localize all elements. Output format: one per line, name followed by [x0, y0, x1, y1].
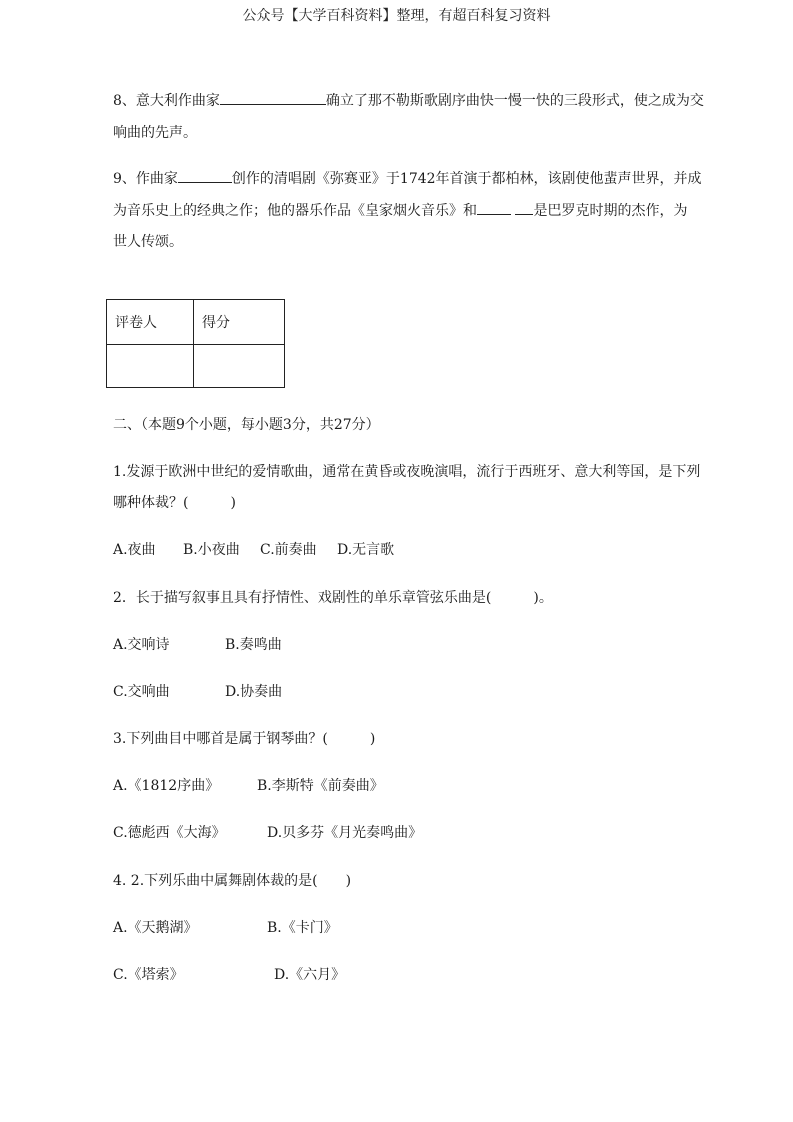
question-8-blank[interactable]	[220, 90, 326, 105]
question-2-line-1: 2．长于描写叙事且具有抒情性、戏剧性的单乐章管弦乐曲是( )。	[113, 590, 553, 606]
question-9-prefix: 9、作曲家	[113, 171, 178, 187]
question-1-line-1: 1.发源于欧洲中世纪的爱情歌曲，通常在黄昏或夜晚演唱，流行于西班牙、意大利等国，是下列	[113, 464, 701, 480]
question-9-line-2	[113, 200, 687, 220]
question-3-option-b[interactable]: B.李斯特《前奏曲》	[257, 778, 384, 794]
question-9-line-2-suffix: 是巴罗克时期的杰作，为	[533, 203, 688, 219]
question-9-line-3: 世人传颂。	[113, 234, 183, 250]
question-9-blank-composer[interactable]	[178, 168, 232, 183]
reviewer-cell[interactable]	[107, 345, 194, 388]
question-3-option-a[interactable]: A.《1812序曲》	[113, 778, 220, 794]
question-3-line-1: 3.下列曲目中哪首是属于钢琴曲？( )	[113, 731, 376, 747]
question-8-line-1	[113, 90, 704, 110]
question-2-option-a[interactable]: A.交响诗	[113, 637, 170, 653]
question-1-option-a[interactable]: A.夜曲	[113, 542, 156, 558]
question-9-blank-work-a[interactable]	[477, 200, 511, 215]
question-1-option-d[interactable]: D.无言歌	[337, 542, 395, 558]
score-cell[interactable]	[194, 345, 285, 388]
question-9-blank-work-b[interactable]	[515, 200, 533, 215]
question-1-option-b[interactable]: B.小夜曲	[183, 542, 240, 558]
question-4-option-a[interactable]: A.《天鹅湖》	[113, 920, 198, 936]
question-9-line-1	[113, 168, 702, 188]
question-1-option-c[interactable]: C.前奏曲	[260, 542, 317, 558]
question-3-option-c[interactable]: C.德彪西《大海》	[113, 825, 226, 841]
question-4-option-b[interactable]: B.《卡门》	[267, 920, 338, 936]
score-table	[106, 299, 285, 388]
question-2-option-c[interactable]: C.交响曲	[113, 684, 170, 700]
section-2-title: 二、（本题9个小题，每小题3分，共27分）	[113, 417, 380, 433]
question-9-suffix: 创作的清唱剧《弥赛亚》于1742年首演于都柏林，该剧使他蜚声世界，并成	[231, 171, 702, 187]
question-2-option-b[interactable]: B.奏鸣曲	[225, 637, 282, 653]
question-3-option-d[interactable]: D.贝多芬《月光奏鸣曲》	[267, 825, 423, 841]
question-8-suffix: 确立了那不勒斯歌剧序曲快一慢一快的三段形式，使之成为交	[325, 93, 704, 109]
page-header: 公众号【大学百科资料】整理，有超百科复习资料	[242, 8, 551, 24]
question-8-line-2: 响曲的先声。	[113, 125, 197, 141]
question-4-option-d[interactable]: D.《六月》	[274, 967, 346, 983]
question-4-option-c[interactable]: C.《塔索》	[113, 967, 184, 983]
question-8-prefix: 8、意大利作曲家	[113, 93, 220, 109]
score-label: 得分	[194, 300, 285, 345]
question-1-line-2: 哪种体裁？( )	[113, 495, 236, 511]
reviewer-label: 评卷人	[107, 300, 194, 345]
question-2-option-d[interactable]: D.协奏曲	[225, 684, 283, 700]
question-4-line-1: 4. 2.下列乐曲中属舞剧体裁的是( )	[113, 873, 352, 889]
question-9-line-2-prefix: 为音乐史上的经典之作；他的器乐作品《皇家烟火音乐》和	[113, 203, 477, 219]
